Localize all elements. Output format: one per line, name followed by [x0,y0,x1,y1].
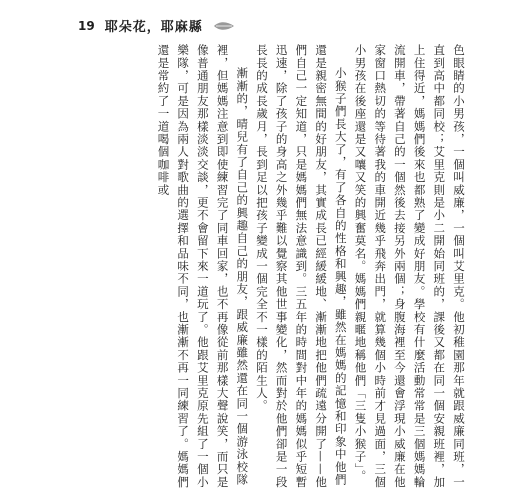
paragraph: 小猴子們長大了，有了各自的性格和興趣，雖然在媽媽的記憶和印象中他們還是親密無間的好朋友，其實成長已經緩緩地、漸漸地把他們疏遠分開了——他們自己一定知道，只是媽媽們無法意識到。三五年的時間對中年的媽媽似乎短暫迅速，除了孩子的身高之外幾乎難以覺察其他世事變化，然而對於他們卻是一段長長的成長歲月，長到足以把孩子變成一個完全不一樣的陌生人。 [254,44,348,489]
page-header [78,16,235,35]
leaf-ornament-icon [213,21,235,31]
body-text [58,44,468,490]
paragraph: 漸漸的，晴兒有了自己的興趣自己的朋友，跟威廉雖然還在同一個游泳校隊裡，但媽媽注意到即使練習完了同車回家，也不再像從前那樣大聲說笑，而只是像普通朋友那樣淡淡交談，更不會留下來一道玩了。他跟艾里克原先組了一個小樂隊，可是因為兩人對歌曲的選擇和品味不同，也漸漸不再一同練習了。媽媽們還是常約了一道喝個咖啡或 [156,44,250,489]
paragraph: 色眼睛的小男孩，一個叫威廉，一個叫艾里克。他初稚園那年就跟威廉同班，一直到高中都同校；艾里克則是小二開始同班的，課後又都在同一個安親班裡，加上住得近，媽媽們後來也都熟了變成好朋友。學校有什麼活動常常是三個媽媽輪流開車，帶著自己的一個然後去接另外兩個；身腹海裡至今還會浮現小威廉在他家窗口熱切的等待著我的車開近幾乎飛奔出門，就算幾個小時前才見過面，三個小男孩在後座還是又嚷又笑的興奮莫名。媽媽們親暱地稱他們「三隻小猴子」。 [353,44,466,489]
page-number: 19 [78,18,95,33]
book-title: 耶朵花，耶麻縣 [104,20,203,35]
